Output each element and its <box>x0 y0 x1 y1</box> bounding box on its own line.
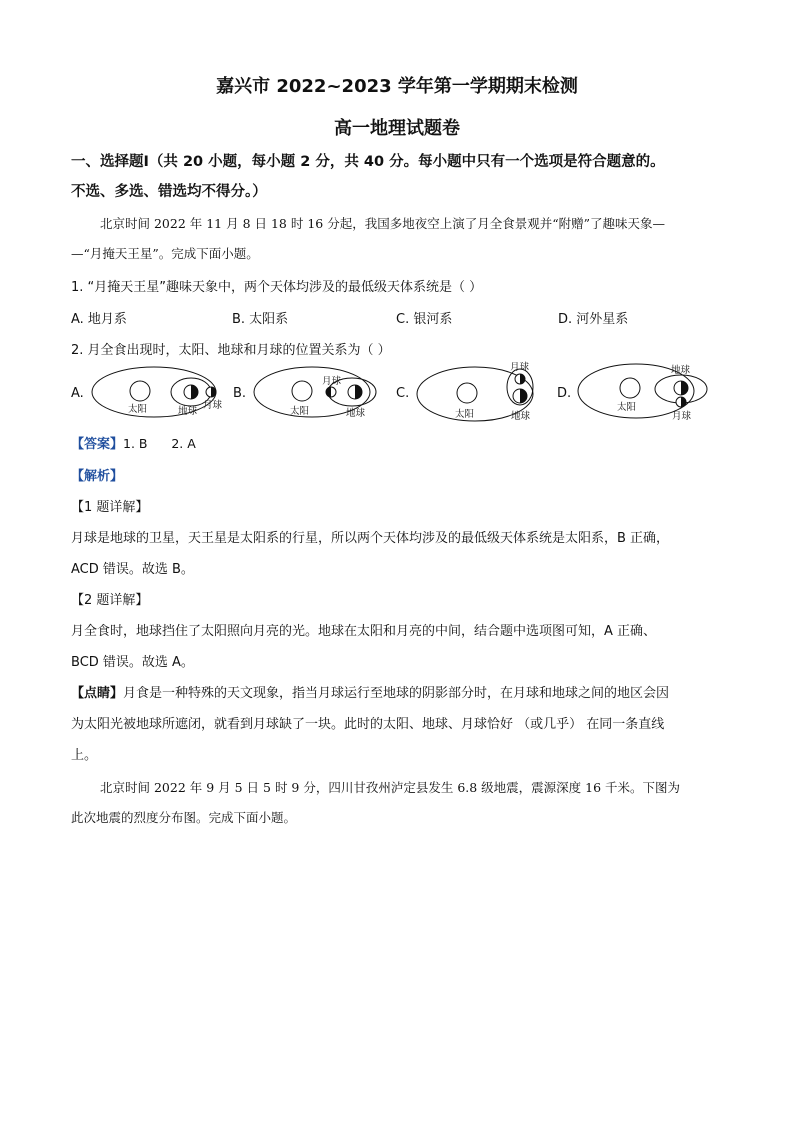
answer-value: 1. B 2. A <box>123 436 196 451</box>
sun-circle <box>620 378 640 398</box>
moon-label: 月球 <box>203 400 223 411</box>
question-2-option-b-letter: B. <box>233 386 247 401</box>
moon-label: 月球 <box>672 411 692 422</box>
tip-line-2: 为太阳光被地球所遮闭，就看到月球缺了一块。此时的太阳、地球、月球恰好 （或几乎） 在同一条直线 <box>71 717 665 732</box>
earth-label: 地球 <box>511 411 531 422</box>
tip-tag: 【点睛】 <box>71 686 124 701</box>
passage-2-line-2: 此次地震的烈度分布图。完成下面小题。 <box>71 810 297 825</box>
moon-label: 月球 <box>510 362 530 373</box>
page-title: 嘉兴市 2022~2023 学年第一学期期末检测 <box>216 76 578 97</box>
tip-line-1 <box>71 682 669 701</box>
sun-label: 太阳 <box>455 409 475 420</box>
section-heading-cont: 不选、多选、错选均不得分。） <box>71 184 267 200</box>
sun-label: 太阳 <box>128 404 148 415</box>
moon-label: 月球 <box>322 376 342 387</box>
passage-1-line-1: 北京时间 2022 年 11 月 8 日 18 时 16 分起，我国多地夜空上演了月全食景观并“附赠”了趣味天象— <box>100 216 665 231</box>
tip-line-3: 上。 <box>71 748 98 763</box>
earth-label: 地球 <box>671 365 691 376</box>
question-2-option-c-letter: C. <box>396 386 410 401</box>
answer-row <box>71 433 196 452</box>
question-1-option-d: D. 河外星系 <box>558 312 629 327</box>
detail-2-tag: 【2 题详解】 <box>71 593 149 608</box>
question-2-option-c-diagram <box>413 358 553 424</box>
answer-tag: 【答案】 <box>71 437 124 452</box>
earth-label: 地球 <box>346 408 366 419</box>
detail-1-line-2: ACD 错误。故选 B。 <box>71 562 194 577</box>
sun-label: 太阳 <box>617 402 637 413</box>
question-2-option-b-diagram <box>250 362 390 424</box>
sun-circle <box>292 381 312 401</box>
question-2-stem: 2. 月全食出现时，太阳、地球和月球的位置关系为（ ） <box>71 343 391 358</box>
detail-2-line-2: BCD 错误。故选 A。 <box>71 655 194 670</box>
section-heading: 一、选择题Ⅰ（共 20 小题，每小题 2 分，共 40 分。每小题中只有一个选项是符合题意的。 <box>71 154 665 170</box>
page-subtitle: 高一地理试题卷 <box>334 118 460 139</box>
sun-circle <box>457 383 477 403</box>
detail-1-line-1: 月球是地球的卫星，天王星是太阳系的行星，所以两个天体均涉及的最低级天体系统是太阳系，B 正确， <box>71 531 670 546</box>
question-2-option-a-letter: A. <box>71 386 84 401</box>
question-1-stem: 1. “月掩天王星”趣味天象中，两个天体均涉及的最低级天体系统是（ ） <box>71 280 483 295</box>
question-1-option-a: A. 地月系 <box>71 312 127 327</box>
question-2-option-d-letter: D. <box>557 386 572 401</box>
earth-label: 地球 <box>178 406 198 417</box>
question-1-option-c: C. 银河系 <box>396 312 453 327</box>
detail-1-tag: 【1 题详解】 <box>71 500 149 515</box>
tip-text-1: 月食是一种特殊的天文现象，指当月球运行至地球的阴影部分时，在月球和地球之间的地区会因 <box>123 686 670 701</box>
question-2-option-d-diagram <box>574 358 714 424</box>
detail-2-line-1: 月全食时，地球挡住了太阳照向月亮的光。地球在太阳和月亮的中间，结合题中选项图可知，A 正确、 <box>71 624 657 639</box>
passage-2-line-1: 北京时间 2022 年 9 月 5 日 5 时 9 分，四川甘孜州泸定县发生 6.8 级地震，震源深度 16 千米。下图为 <box>100 780 681 795</box>
question-1-option-b: B. 太阳系 <box>232 312 289 327</box>
sun-circle <box>130 381 150 401</box>
sun-label: 太阳 <box>290 406 310 417</box>
passage-1-line-2: —“月掩天王星”。完成下面小题。 <box>71 246 259 261</box>
question-2-option-a-diagram <box>88 362 238 424</box>
analysis-tag: 【解析】 <box>71 469 124 484</box>
